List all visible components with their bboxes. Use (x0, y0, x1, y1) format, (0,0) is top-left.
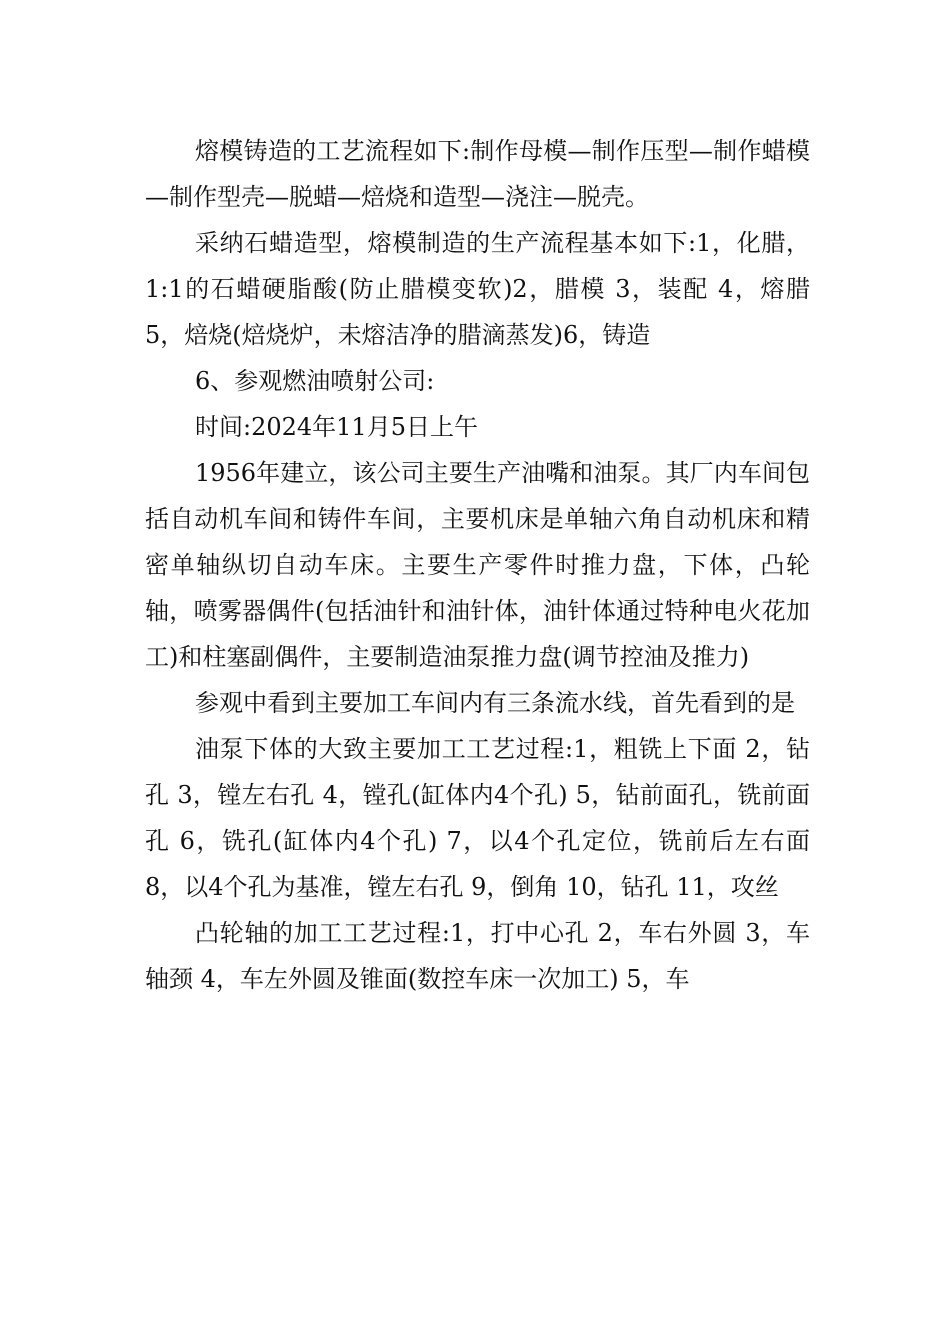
paragraph-company-overview: 1956年建立，该公司主要生产油嘴和油泵。其厂内车间包括自动机车间和铸件车间，主要机床是单轴六角自动机床和精密单轴纵切自动车床。主要生产零件时推力盘，下体，凸轮轴，喷雾器偶件(包括油针和油针体，油针体通过特种电火花加工)和柱塞副偶件，主要制造油泵推力盘(调节控油及推力) (145, 459, 810, 671)
paragraph-wax-molding-flow: 采纳石蜡造型，熔模制造的生产流程基本如下:1，化腊，1:1的石蜡硬脂酸(防止腊模变软)2，腊模 3，装配 4，熔腊 5，焙烧(焙烧炉，未熔洁净的腊滴蒸发)6，铸造 (145, 229, 810, 349)
paragraph-production-lines: 参观中看到主要加工车间内有三条流水线，首先看到的是 (195, 689, 795, 717)
paragraph-investment-casting-process: 熔模铸造的工艺流程如下:制作母模—制作压型—制作蜡模—制作型壳—脱蜡—焙烧和造型—浇注—脱壳。 (145, 137, 810, 211)
paragraph-camshaft-process: 凸轮轴的加工工艺过程:1，打中心孔 2，车右外圆 3，车轴颈 4，车左外圆及锥面(数控车床一次加工) 5，车 (145, 919, 810, 993)
paragraph-pump-body-process: 油泵下体的大致主要加工工艺过程:1，粗铣上下面 2，钻孔 3，镗左右孔 4，镗孔(缸体内4个孔) 5，钻前面孔，铣前面孔 6，铣孔(缸体内4个孔) 7，以4个孔定位，铣前后左右面 8，以4个孔为基准，镗左右孔 9，倒角 10，钻孔 11，攻丝 (145, 735, 810, 901)
section-heading-fuel-injection-visit: 6、参观燃油喷射公司: (195, 367, 435, 395)
document-page (145, 128, 810, 1002)
paragraph-visit-time: 时间:2024年11月5日上午 (195, 413, 478, 441)
